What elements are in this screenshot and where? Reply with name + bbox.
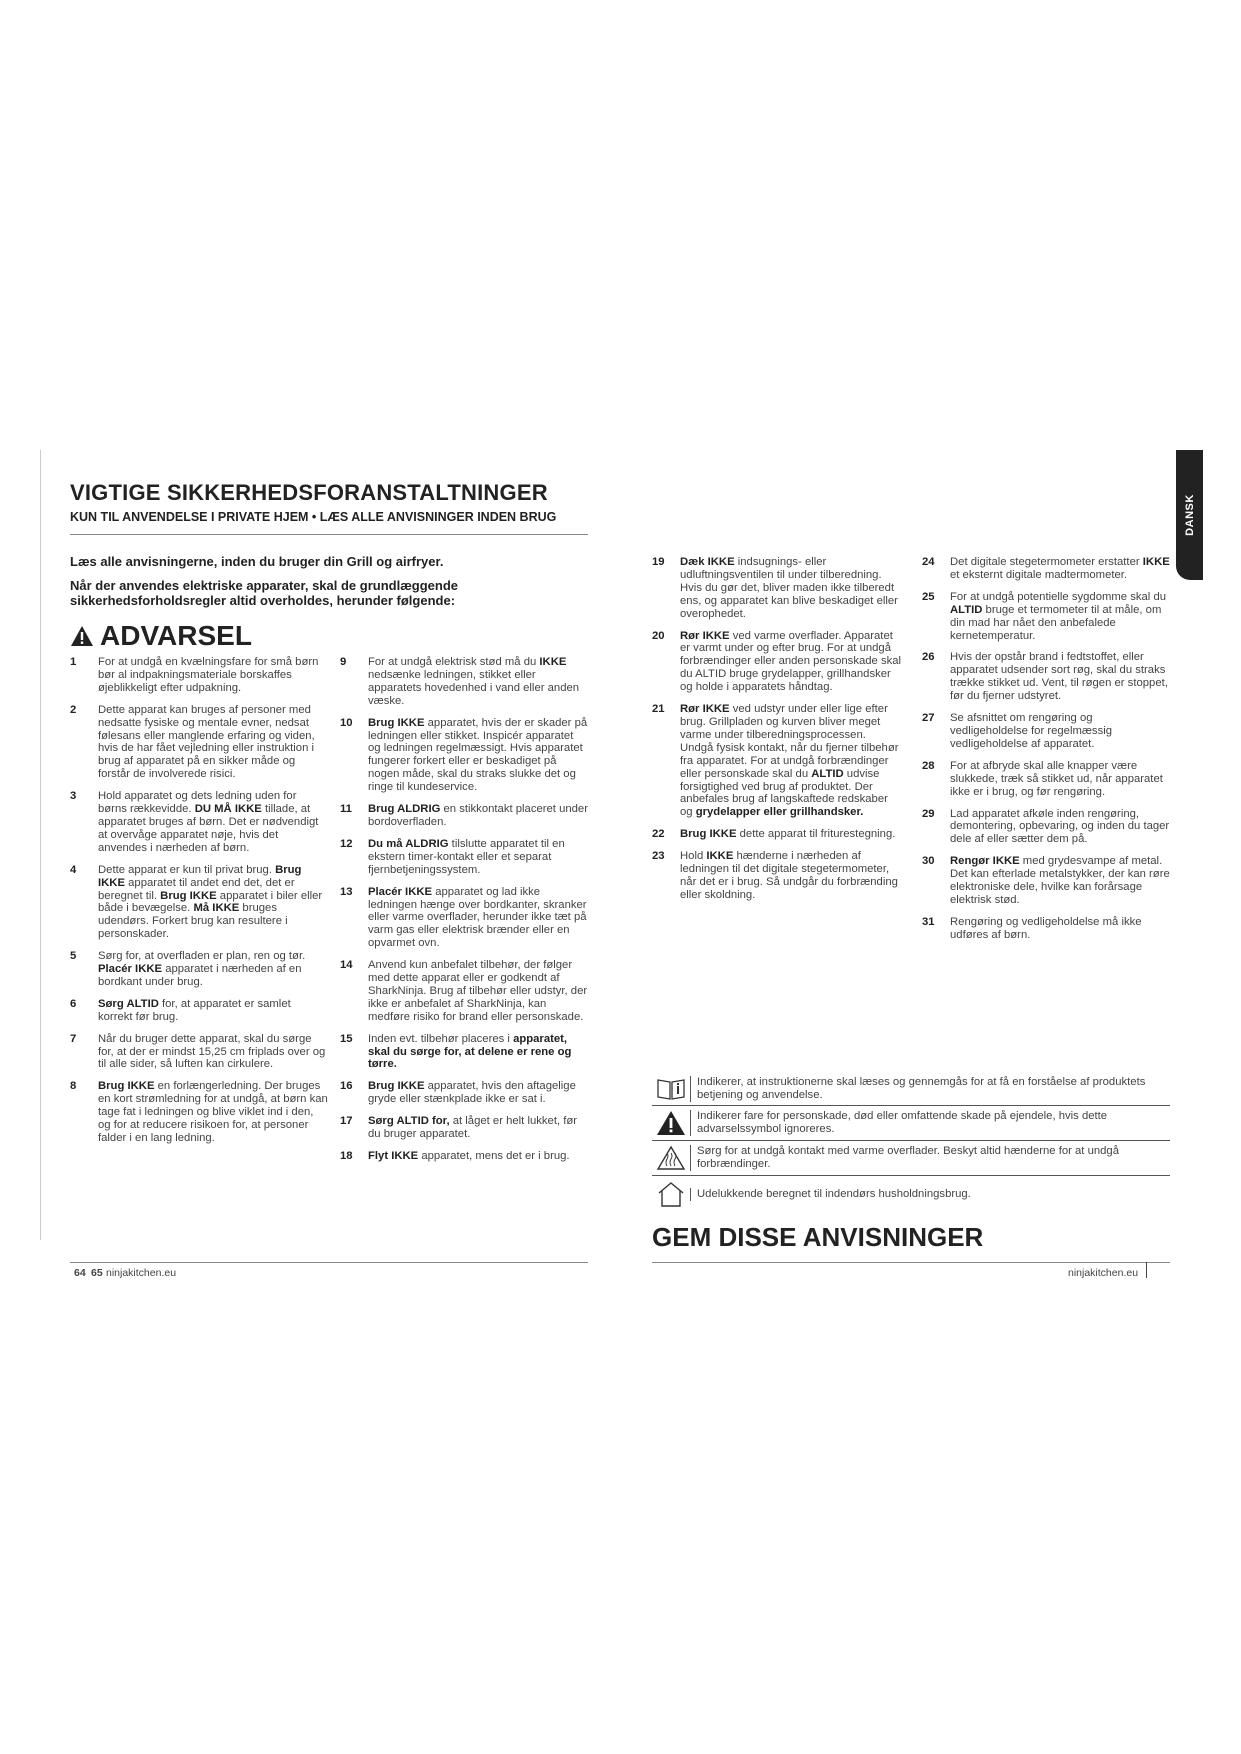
- safety-item: [922, 855, 1170, 907]
- safety-item-text: Rør IKKE ved varme overflader. Apparatet er varmt under og efter brug. For at undgå forbrændinger eller anden personskade skal du ALTID bruge grydelapper, grillhandsker og holde i apparatets håndtag.: [680, 629, 902, 694]
- column-4: [922, 556, 1170, 951]
- safety-item-text: Rengøring og vedligeholdelse må ikke udføres af børn.: [950, 915, 1142, 941]
- safety-item-number: 21: [652, 703, 665, 716]
- safety-item-number: 5: [70, 950, 77, 963]
- column-2: [340, 656, 588, 1172]
- safety-item-text: Sørg ALTID for, at apparatet er samlet korrekt før brug.: [98, 997, 291, 1023]
- safety-item: [70, 704, 328, 781]
- safety-item: [922, 591, 1170, 643]
- safety-item-number: 1: [70, 656, 77, 668]
- safety-item: [340, 803, 588, 829]
- house-icon: [652, 1180, 690, 1208]
- warning-triangle-icon: [652, 1110, 690, 1136]
- language-tab: [1176, 450, 1203, 580]
- safety-item: [70, 790, 328, 855]
- safety-item-number: 13: [340, 885, 353, 898]
- safety-item-number: 9: [340, 656, 347, 668]
- safety-item-number: 14: [340, 959, 353, 972]
- safety-item-text: Dette apparat kan bruges af personer med nedsatte fysiske og mentale evner, nedsat følesans eller manglende erfaring og viden, hvis de har fået vejledning eller instruktion i brug af apparatet på en sikker måde og forstår de involverede risici.: [98, 703, 315, 781]
- safety-item-number: 11: [340, 803, 352, 816]
- safety-item: [652, 703, 902, 819]
- safety-item-text: Dæk IKKE indsugnings- eller udluftningsventilen til under tilberedning. Hvis du gør det, bliver maden ikke tilberedt ens, og apparatet kan blive beskadiget eller overophedet.: [680, 556, 898, 620]
- safety-item-text: Brug IKKE apparatet, hvis den aftagelige gryde eller stænkplade ikke er sat i.: [368, 1080, 576, 1106]
- symbol-row-indoor: [652, 1176, 1170, 1212]
- safety-item-number: 31: [922, 915, 935, 928]
- safety-item: [652, 630, 902, 695]
- safety-item-number: 17: [340, 1115, 353, 1128]
- footer-rule-right: [652, 1262, 1170, 1263]
- safety-item: [340, 886, 588, 951]
- column-1: [70, 656, 328, 1154]
- safety-item-number: 28: [922, 759, 935, 772]
- safety-item-text: Hvis der opstår brand i fedtstoffet, eller apparatet udsender sort røg, skal du straks trække stikket ud. Vent, til røgen er stoppet, før du fjerner udstyret.: [950, 651, 1168, 703]
- safety-item-number: 4: [70, 863, 77, 876]
- safety-item: [340, 1150, 588, 1163]
- safety-item: [340, 838, 588, 877]
- safety-item-text: Sørg ALTID for, at låget er helt lukket, før du bruger apparatet.: [368, 1115, 578, 1141]
- safety-item-text: Inden evt. tilbehør placeres i apparatet, skal du sørge for, at delene er rene og tørre.: [368, 1032, 572, 1071]
- footer-site-right[interactable]: ninjakitchen.eu: [1068, 1267, 1139, 1279]
- safety-item-text: Når du bruger dette apparat, skal du sørge for, at der er mindst 15,25 cm friplads over og til alle sider, så luften kan cirkulere.: [98, 1032, 326, 1071]
- safety-item-text: Rengør IKKE med grydesvampe af metal. Det kan efterlade metalstykker, der kan røre elektroniske dele, hvilke kan forårsage elektrisk stød.: [950, 855, 1170, 906]
- safety-item-text: Lad apparatet afkøle inden rengøring, demontering, opbevaring, og inden du tager dele af eller sætter dem på.: [950, 807, 1170, 846]
- safety-item: [340, 1080, 588, 1106]
- safety-item-text: Flyt IKKE apparatet, mens det er i brug.: [368, 1150, 570, 1162]
- safety-item: [340, 717, 588, 794]
- intro-line-1: Læs alle anvisningerne, inden du bruger din Grill og airfryer.: [70, 554, 444, 569]
- safety-item-text: For at undgå potentielle sygdomme skal du ALTID bruge et termometer til at måle, om din mad har nået den anbefalede kernetemperatur.: [950, 590, 1167, 642]
- page-number-left: 64: [74, 1267, 86, 1279]
- footer-rule-left: [70, 1262, 588, 1263]
- safety-item-number: 29: [922, 807, 935, 820]
- title-divider: [70, 534, 588, 535]
- safety-item: [340, 1115, 588, 1141]
- safety-item-number: 25: [922, 590, 935, 603]
- language-tab-label: DANSK: [1183, 494, 1196, 536]
- safety-item-text: Brug ALDRIG en stikkontakt placeret under bordoverfladen.: [368, 803, 588, 828]
- safety-item-number: 8: [70, 1080, 77, 1093]
- symbol-text: Indikerer, at instruktionerne skal læses og gennemgås for at få en forståelse af produktets betjening og anvendelse.: [690, 1076, 1170, 1102]
- safety-item-number: 24: [922, 556, 935, 568]
- intro-line-2: Når der anvendes elektriske apparater, skal de grundlæggende sikkerhedsforholdsregler altid overholdes, herunder følgende:: [70, 578, 458, 608]
- manual-info-icon: [652, 1077, 690, 1101]
- safety-item-text: Brug IKKE dette apparat til friturestegning.: [680, 828, 896, 841]
- safety-item: [70, 1033, 328, 1072]
- safety-item-text: Brug IKKE apparatet, hvis der er skader på ledningen eller stikket. Inspicér apparatet og ledningen regelmæssigt. Hvis apparatet fungerer forkert eller er beskadiget på nogen måde, skal du straks slukke det og ringe til kundeservice.: [368, 716, 588, 794]
- safety-item-number: 3: [70, 790, 77, 803]
- safety-item-number: 6: [70, 997, 77, 1010]
- warning-label: ADVARSEL: [100, 620, 252, 651]
- symbol-text: Sørg for at undgå kontakt med varme overflader. Beskyt altid hænderne for at undgå forbrændinger.: [690, 1145, 1170, 1171]
- warning-heading: [70, 620, 252, 652]
- safety-item-number: 26: [922, 651, 935, 664]
- symbol-text: Udelukkende beregnet til indendørs husholdningsbrug.: [690, 1188, 1170, 1201]
- safety-item: [70, 864, 328, 941]
- footer-divider: [1146, 1262, 1147, 1278]
- safety-item-text: Hold apparatet og dets ledning uden for børns rækkevidde. DU MÅ IKKE tillade, at apparatet bruges af børn. Det er nødvendigt at overvåge apparatet nøje, hvis det anvendes i nærheden af børn.: [98, 790, 319, 854]
- safety-item-text: Sørg for, at overfladen er plan, ren og tør. Placér IKKE apparatet i nærheden af en bordkant under brug.: [98, 950, 306, 988]
- safety-item-text: Hold IKKE hænderne i nærheden af ledningen til det digitale stegetermometer, når det er i brug. Så undgår du forbrænding eller skoldning.: [680, 850, 898, 901]
- safety-item: [652, 556, 902, 621]
- safety-item-text: Rør IKKE ved udstyr under eller lige efter brug. Grillpladen og kurven bliver meget varme under tilberedningsprocessen. Undgå fysisk kontakt, når du fjerner tilbehør fra apparatet. For at undgå forbrændinger eller personskade skal du ALTID udvise forsigtighed ved brug af produktet. Der anbefales brug af langskaftede redskaber og grydelapper eller grillhandsker.: [680, 703, 899, 819]
- safety-item: [70, 656, 328, 695]
- safety-item: [340, 656, 588, 708]
- safety-item-text: For at undgå en kvælningsfare for små børn bør al indpakningsmateriale borskaffes øjeblikkeligt efter udpakning.: [98, 656, 319, 694]
- safety-item-number: 10: [340, 716, 353, 729]
- warning-triangle-icon: [70, 625, 94, 647]
- safety-item: [922, 760, 1170, 799]
- safety-item-text: Placér IKKE apparatet og lad ikke ledningen hænge over bordkanter, skranker eller varme overflader, herunder ikke tæt på varm gas eller elektrisk brænder eller en opvarmet ovn.: [368, 885, 587, 950]
- safety-item-number: 2: [70, 703, 77, 716]
- footer-site-left[interactable]: ninjakitchen.eu: [106, 1267, 177, 1279]
- safety-item: [922, 808, 1170, 847]
- safety-item: [70, 998, 328, 1024]
- column-3: [652, 556, 902, 911]
- safety-item: [652, 850, 902, 902]
- safety-item: [652, 828, 902, 841]
- symbol-row-hot-surface: [652, 1141, 1170, 1176]
- safety-item-text: Det digitale stegetermometer erstatter IKKE et eksternt digitale madtermometer.: [950, 556, 1170, 581]
- page-margin-line: [40, 450, 41, 1240]
- safety-item-number: 22: [652, 828, 665, 841]
- safety-item-text: For at afbryde skal alle knapper være slukkede, træk så stikket ud, når apparatet ikke er i brug, og før rengøring.: [950, 759, 1163, 798]
- page-number-right: 65: [91, 1267, 103, 1279]
- safety-item-number: 30: [922, 855, 935, 868]
- page-title: VIGTIGE SIKKERHEDSFORANSTALTNINGER: [70, 480, 548, 505]
- safety-item-number: 15: [340, 1032, 353, 1045]
- safety-item-text: Se afsnittet om rengøring og vedligeholdelse for regelmæssig vedligeholdelse af apparatet.: [950, 712, 1113, 750]
- symbol-row-manual: [652, 1072, 1170, 1106]
- safety-item-number: 18: [340, 1150, 353, 1162]
- safety-item: [340, 1033, 588, 1072]
- safety-item: [922, 651, 1170, 703]
- hot-surface-icon: [652, 1145, 690, 1171]
- safety-item-number: 7: [70, 1032, 77, 1045]
- safety-item-number: 20: [652, 629, 665, 642]
- safety-item-number: 23: [652, 850, 665, 863]
- safety-item: [70, 950, 328, 989]
- safety-item: [340, 959, 588, 1024]
- safety-item: [70, 1080, 328, 1145]
- safety-item-text: For at undgå elektrisk stød må du IKKE nedsænke ledningen, stikket eller apparatets hovedenhed i vand eller anden væske.: [368, 656, 580, 707]
- safety-item-number: 27: [922, 712, 935, 725]
- safety-item-number: 12: [340, 837, 353, 850]
- safety-item-number: 16: [340, 1080, 353, 1093]
- safety-item-number: 19: [652, 556, 665, 568]
- safety-item: [922, 556, 1170, 582]
- save-instructions-heading: GEM DISSE ANVISNINGER: [652, 1222, 984, 1252]
- safety-item: [922, 712, 1170, 751]
- safety-item-text: Du må ALDRIG tilslutte apparatet til en ekstern timer-kontakt eller et separat fjernbetjeningssystem.: [368, 837, 565, 876]
- symbol-text: Indikerer fare for personskade, død eller omfattende skade på ejendele, hvis dette advarselssymbol ignoreres.: [690, 1110, 1170, 1136]
- safety-item: [922, 916, 1170, 942]
- page-subtitle: KUN TIL ANVENDELSE I PRIVATE HJEM • LÆS ALLE ANVISNINGER INDEN BRUG: [70, 510, 557, 524]
- safety-item-text: Dette apparat er kun til privat brug. Brug IKKE apparatet til andet end det, det er beregnet til. Brug IKKE apparatet i biler eller både i bevægelse. Må IKKE bruges udendørs. Forkert brug kan resultere i personskader.: [98, 863, 323, 941]
- safety-item-text: Anvend kun anbefalet tilbehør, der følger med dette apparat eller er godkendt af SharkNinja. Brug af tilbehør eller udstyr, der ikke er anbefalet af SharkNinja, kan medføre risiko for brand eller personskade.: [368, 959, 588, 1023]
- safety-item-text: Brug IKKE en forlængerledning. Der bruges en kort strømledning for at undgå, at børn kan tage fat i ledningen og blive viklet ind i den, og for at reducere risikoen for, at personer falder i en lang ledning.: [98, 1080, 328, 1144]
- symbol-row-warning: [652, 1106, 1170, 1141]
